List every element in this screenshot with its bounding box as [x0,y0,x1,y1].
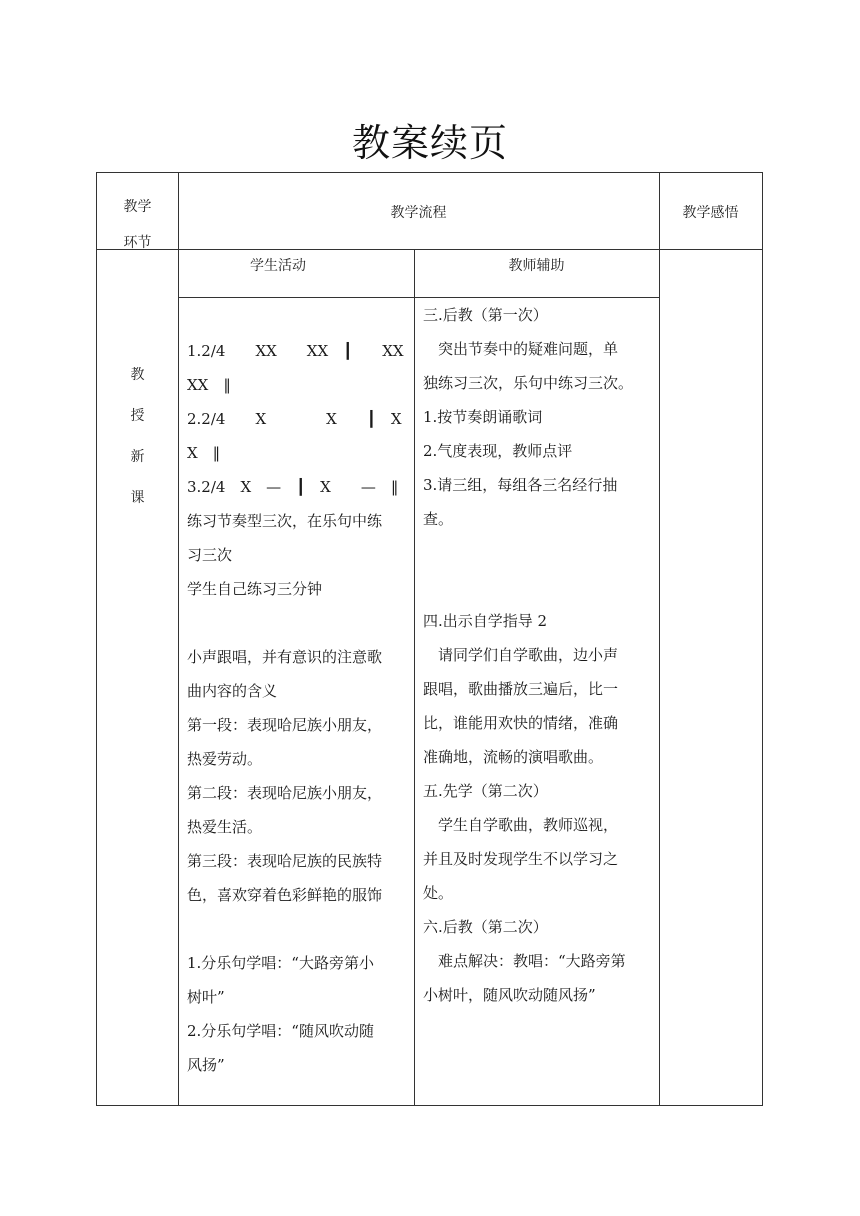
teacher-line: 六.后教（第二次） [423,918,548,936]
teacher-line: 准确地，流畅的演唱歌曲。 [423,748,604,766]
teacher-line: 独练习三次，乐句中练习三次。 [423,374,634,392]
grid-line [414,249,415,1105]
student-line: 第三段：表现哈尼族的民族特 [187,852,383,870]
teacher-line: 跟唱，歌曲播放三遍后，比一 [423,680,619,698]
section-label [97,364,178,528]
teacher-line: 五.先学（第二次） [423,782,548,800]
student-line: 2.分乐句学唱：“随风吹动随 [187,1022,374,1040]
header-reflection: 教学感悟 [682,205,739,221]
header-process: 教学流程 [390,205,447,221]
student-line: 习三次 [187,546,233,564]
section-label-char: 课 [130,490,145,506]
student-line: 热爱生活。 [187,818,263,836]
student-line: 曲内容的含义 [187,682,278,700]
student-line: 2.2/4 X X ┃ X [187,410,402,428]
header-section-line: 环节 [123,235,152,251]
student-activities [187,334,409,1082]
student-line: 练习节奏型三次，在乐句中练 [187,512,383,530]
teacher-line: 查。 [423,510,454,528]
student-line: 树叶” [187,988,225,1006]
student-line: 3.2/4 X — ┃ X — ‖ [187,478,399,496]
teacher-line: 比，谁能用欢快的情绪，准确 [423,714,619,732]
teacher-line: 难点解决：教唱：“大路旁第 [423,952,626,970]
teacher-line: 突出节奏中的疑难问题，单 [423,340,619,358]
teacher-line: 1.按节奏朗诵歌词 [423,408,543,426]
student-line: XX ‖ [187,376,231,394]
student-line [187,912,409,946]
section-label-char: 新 [130,449,145,465]
student-line: 热爱劳动。 [187,750,263,768]
header-section-line: 教学 [123,199,152,215]
student-line [187,606,409,640]
student-line: 学生自己练习三分钟 [187,580,323,598]
student-line: 1.分乐句学唱：“大路旁第小 [187,954,374,972]
grid-line [178,173,179,1105]
teacher-line: 2.气度表现，教师点评 [423,442,573,460]
section-label-char: 教 [130,367,145,383]
teacher-line: 四.出示自学指导 2 [423,612,548,630]
teacher-line: 处。 [423,884,454,902]
student-line: 1.2/4 XX XX ┃ XX [187,342,404,360]
lesson-plan-table [96,172,763,1106]
subheader-student: 学生活动 [250,258,306,274]
student-line: 风扬” [187,1056,225,1074]
student-line: 第一段：表现哈尼族小朋友， [187,716,383,734]
subheader-teacher: 教师辅助 [508,258,565,274]
teacher-line: 三.后教（第一次） [423,306,548,324]
teacher-support [423,298,655,1012]
teacher-line: 学生自学歌曲，教师巡视， [423,816,619,834]
reflection-cell [660,250,762,1105]
teacher-line [423,536,655,570]
student-line: X ‖ [187,444,221,462]
student-line: 第二段：表现哈尼族小朋友， [187,784,383,802]
teacher-line: 3.请三组，每组各三名经行抽 [423,476,618,494]
student-line: 色，喜欢穿着色彩鲜艳的服饰 [187,886,383,904]
student-line: 小声跟唱，并有意识的注意歌 [187,648,383,666]
page-title: 教案续页 [351,121,508,165]
teacher-line: 小树叶，随风吹动随风扬” [423,986,596,1004]
teacher-line [423,570,655,604]
teacher-line: 并且及时发现学生不以学习之 [423,850,619,868]
header-section-label [97,189,178,261]
section-label-char: 授 [130,408,145,424]
teacher-line: 请同学们自学歌曲，边小声 [423,646,619,664]
